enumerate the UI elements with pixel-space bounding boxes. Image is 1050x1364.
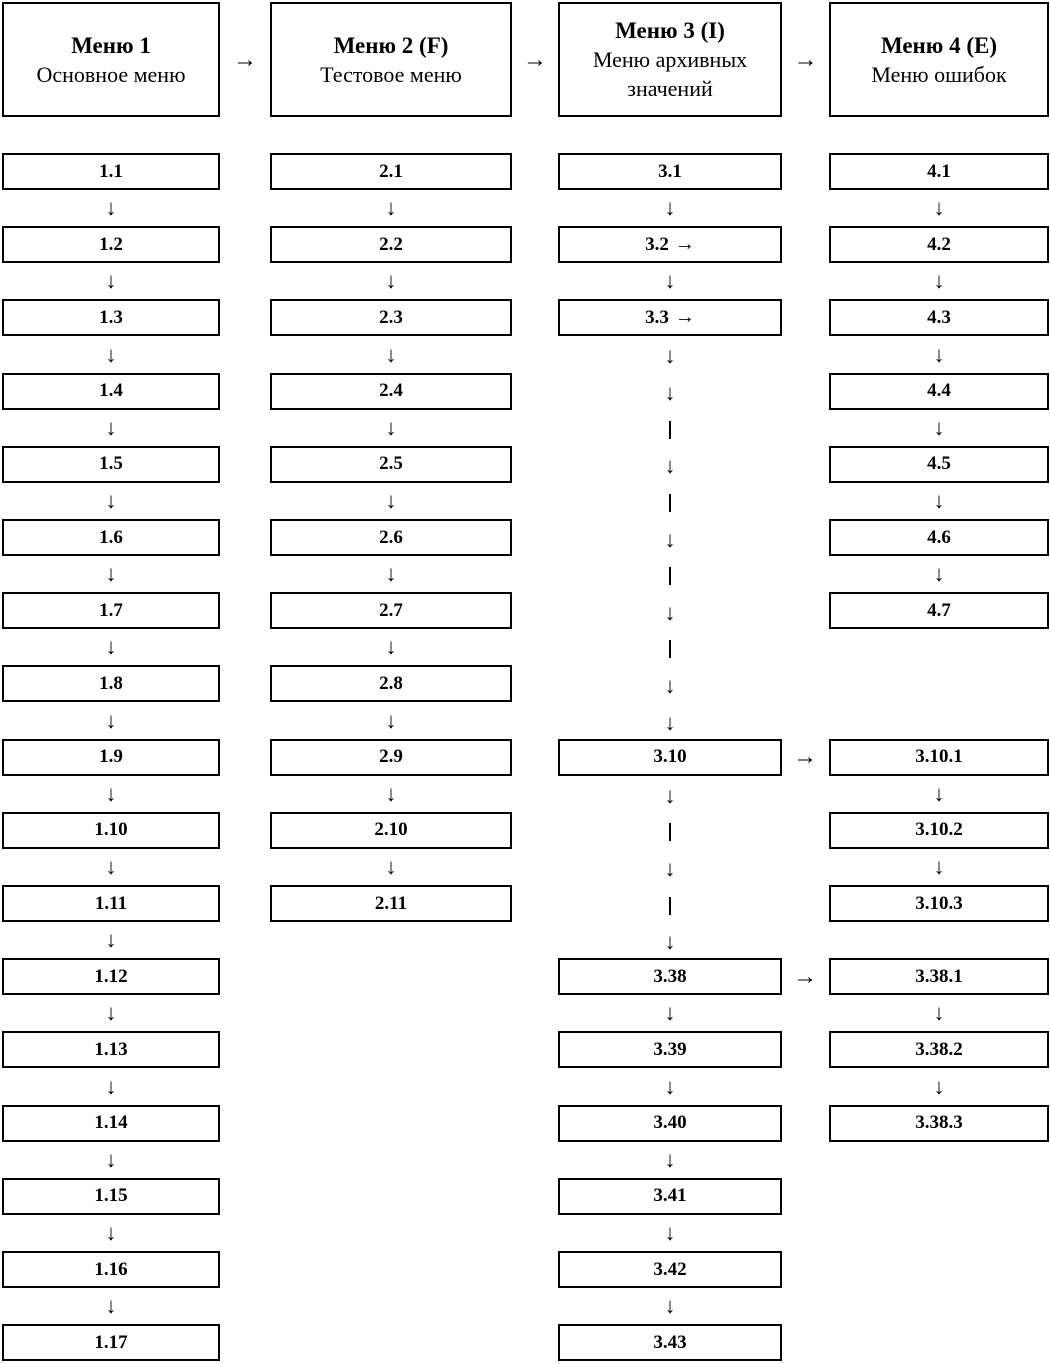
menu-item-3-10[interactable] (558, 739, 782, 776)
right-arrow-icon: → (793, 47, 818, 73)
menu-item-1-9[interactable] (2, 739, 220, 776)
down-arrow-icon: ↓ (105, 927, 117, 953)
menu-header-subtitle: значений (627, 76, 713, 101)
menu-item-1-10-label: 1.10 (94, 819, 128, 841)
menu-item-2-10[interactable] (270, 812, 512, 849)
down-arrow-icon: ↓ (105, 414, 117, 440)
down-arrow-icon: ↓ (664, 855, 676, 881)
menu-item-3-10-1-label: 3.10.1 (915, 746, 963, 768)
menu-item-2-6[interactable] (270, 519, 512, 556)
menu-item-2-2-label: 2.2 (379, 233, 403, 255)
down-arrow-icon: ↓ (105, 195, 117, 221)
menu-header-subtitle: Меню ошибок (871, 61, 1007, 87)
menu-item-2-2[interactable] (270, 226, 512, 263)
connector-line (669, 421, 671, 439)
right-arrow-icon: → (523, 47, 547, 73)
menu-item-1-2[interactable] (2, 226, 220, 263)
menu-item-3-38[interactable] (558, 958, 782, 995)
menu-item-1-11[interactable] (2, 885, 220, 922)
down-arrow-icon: ↓ (933, 1073, 945, 1099)
menu-item-1-12[interactable] (2, 958, 220, 995)
menu-item-2-3[interactable] (270, 299, 512, 336)
right-arrow-icon: → (793, 963, 817, 990)
connector-line (669, 494, 671, 512)
down-arrow-icon: ↓ (385, 341, 397, 367)
down-arrow-icon: ↓ (933, 414, 945, 440)
menu-header-subtitle: Основное меню (36, 61, 186, 87)
menu-item-3-38-1[interactable] (829, 958, 1049, 995)
down-arrow-icon: ↓ (105, 561, 117, 587)
menu-item-1-9-label: 1.9 (99, 746, 123, 768)
down-arrow-icon: ↓ (664, 380, 676, 406)
down-arrow-icon: ↓ (105, 853, 117, 879)
down-arrow-icon: ↓ (664, 1293, 676, 1319)
menu-item-2-8[interactable] (270, 665, 512, 702)
menu-item-3-38-3[interactable] (829, 1105, 1049, 1142)
menu-item-1-11-label: 1.11 (94, 892, 128, 914)
menu-item-3-42[interactable] (558, 1251, 782, 1288)
menu-header-subtitle: Меню архивных (592, 47, 748, 72)
down-arrow-icon: ↓ (933, 780, 945, 806)
menu-item-2-4[interactable] (270, 373, 512, 410)
down-arrow-icon: ↓ (105, 487, 117, 513)
right-arrow-icon: → (674, 233, 695, 256)
menu-item-4-5[interactable] (829, 446, 1049, 483)
menu-item-1-4-label: 1.4 (99, 380, 123, 402)
menu-item-2-10-label: 2.10 (374, 819, 408, 841)
down-arrow-icon: ↓ (385, 707, 397, 733)
connector-line (669, 897, 671, 915)
down-arrow-icon: ↓ (385, 195, 397, 221)
down-arrow-icon: ↓ (664, 782, 676, 808)
menu-item-3-38-2[interactable] (829, 1031, 1049, 1068)
menu-item-3-39-label: 3.39 (653, 1038, 687, 1060)
menu-item-3-43-label: 3.43 (653, 1331, 687, 1353)
down-arrow-icon: ↓ (933, 268, 945, 294)
menu-item-1-8[interactable] (2, 665, 220, 702)
down-arrow-icon: ↓ (385, 780, 397, 806)
menu-item-2-5-label: 2.5 (379, 453, 403, 475)
menu-item-2-1-label: 2.1 (379, 160, 403, 182)
menu-header-1 (2, 2, 220, 117)
connector-line (669, 823, 671, 841)
menu-item-4-4[interactable] (829, 373, 1049, 410)
menu-item-2-4-label: 2.4 (379, 380, 403, 402)
down-arrow-icon: ↓ (105, 1000, 117, 1026)
down-arrow-icon: ↓ (664, 526, 676, 552)
menu-item-1-2-label: 1.2 (99, 233, 123, 255)
down-arrow-icon: ↓ (105, 780, 117, 806)
down-arrow-icon: ↓ (385, 561, 397, 587)
menu-item-3-38-1-label: 3.38.1 (915, 965, 963, 987)
menu-item-3-10-3[interactable] (829, 885, 1049, 922)
menu-item-2-9-label: 2.9 (379, 746, 403, 768)
menu-item-1-10[interactable] (2, 812, 220, 849)
menu-item-1-17[interactable] (2, 1324, 220, 1361)
menu-item-3-10-label: 3.10 (653, 746, 687, 768)
menu-item-2-5[interactable] (270, 446, 512, 483)
down-arrow-icon: ↓ (664, 195, 676, 221)
down-arrow-icon: ↓ (664, 1219, 676, 1245)
menu-item-4-1-label: 4.1 (927, 160, 951, 182)
menu-item-1-15-label: 1.15 (94, 1185, 128, 1207)
menu-item-3-3[interactable] (558, 299, 782, 336)
menu-item-1-6[interactable] (2, 519, 220, 556)
down-arrow-icon: ↓ (664, 599, 676, 625)
menu-header-2 (270, 2, 512, 117)
down-arrow-icon: ↓ (664, 268, 676, 294)
menu-item-3-39[interactable] (558, 1031, 782, 1068)
down-arrow-icon: ↓ (105, 1073, 117, 1099)
down-arrow-icon: ↓ (385, 634, 397, 660)
menu-item-1-6-label: 1.6 (99, 526, 123, 548)
menu-item-3-1[interactable] (558, 153, 782, 190)
menu-item-2-11-label: 2.11 (374, 892, 408, 914)
menu-header-title: Меню 1 (71, 32, 151, 58)
menu-item-4-4-label: 4.4 (927, 380, 951, 402)
down-arrow-icon: ↓ (933, 195, 945, 221)
down-arrow-icon: ↓ (105, 1293, 117, 1319)
menu-header-subtitle: Тестовое меню (320, 61, 462, 87)
menu-item-3-10-2[interactable] (829, 812, 1049, 849)
menu-item-3-3-label: 3.3 (645, 306, 669, 328)
menu-item-1-5[interactable] (2, 446, 220, 483)
down-arrow-icon: ↓ (105, 1219, 117, 1245)
down-arrow-icon: ↓ (664, 453, 676, 479)
down-arrow-icon: ↓ (385, 853, 397, 879)
menu-item-4-2-label: 4.2 (927, 233, 951, 255)
connector-line (669, 567, 671, 585)
menu-item-4-3-label: 4.3 (927, 306, 951, 328)
menu-item-2-7[interactable] (270, 592, 512, 629)
down-arrow-icon: ↓ (664, 1000, 676, 1026)
menu-item-1-14-label: 1.14 (94, 1112, 128, 1134)
menu-item-3-38-2-label: 3.38.2 (915, 1038, 963, 1060)
down-arrow-icon: ↓ (664, 343, 676, 369)
menu-item-1-16[interactable] (2, 1251, 220, 1288)
down-arrow-icon: ↓ (664, 1146, 676, 1172)
menu-item-1-12-label: 1.12 (94, 965, 128, 987)
down-arrow-icon: ↓ (385, 268, 397, 294)
menu-item-1-13-label: 1.13 (94, 1038, 128, 1060)
menu-item-4-7-label: 4.7 (927, 599, 951, 621)
menu-item-3-40-label: 3.40 (653, 1112, 687, 1134)
menu-item-1-14[interactable] (2, 1105, 220, 1142)
menu-item-4-1[interactable] (829, 153, 1049, 190)
menu-item-3-38-label: 3.38 (653, 965, 687, 987)
menu-item-1-7[interactable] (2, 592, 220, 629)
menu-item-3-10-3-label: 3.10.3 (915, 892, 963, 914)
down-arrow-icon: ↓ (664, 672, 676, 698)
down-arrow-icon: ↓ (664, 709, 676, 735)
menu-item-2-7-label: 2.7 (379, 599, 403, 621)
right-arrow-icon: → (233, 47, 257, 73)
down-arrow-icon: ↓ (933, 1000, 945, 1026)
menu-item-3-10-2-label: 3.10.2 (915, 819, 963, 841)
down-arrow-icon: ↓ (664, 929, 676, 955)
menu-item-1-7-label: 1.7 (99, 599, 123, 621)
menu-item-1-17-label: 1.17 (94, 1331, 128, 1353)
menu-item-3-2-label: 3.2 (645, 233, 669, 255)
menu-item-3-2[interactable] (558, 226, 782, 263)
menu-item-1-5-label: 1.5 (99, 453, 123, 475)
down-arrow-icon: ↓ (933, 853, 945, 879)
down-arrow-icon: ↓ (933, 341, 945, 367)
menu-header-title: Меню 2 (F) (333, 32, 449, 58)
right-arrow-icon: → (674, 306, 695, 329)
menu-item-4-6[interactable] (829, 519, 1049, 556)
menu-item-2-11[interactable] (270, 885, 512, 922)
menu-item-1-1-label: 1.1 (99, 160, 123, 182)
menu-item-3-41-label: 3.41 (653, 1185, 687, 1207)
menu-header-4 (829, 2, 1049, 117)
menu-item-2-8-label: 2.8 (379, 672, 403, 694)
menu-item-2-3-label: 2.3 (379, 306, 403, 328)
menu-header-3 (558, 2, 782, 117)
menu-item-1-8-label: 1.8 (99, 672, 123, 694)
menu-item-1-4[interactable] (2, 373, 220, 410)
down-arrow-icon: ↓ (105, 268, 117, 294)
down-arrow-icon: ↓ (933, 487, 945, 513)
menu-item-4-3[interactable] (829, 299, 1049, 336)
down-arrow-icon: ↓ (933, 561, 945, 587)
down-arrow-icon: ↓ (385, 487, 397, 513)
down-arrow-icon: ↓ (105, 707, 117, 733)
down-arrow-icon: ↓ (105, 634, 117, 660)
menu-item-2-9[interactable] (270, 739, 512, 776)
right-arrow-icon: → (793, 744, 817, 771)
connector-line (669, 640, 671, 658)
menu-item-4-6-label: 4.6 (927, 526, 951, 548)
menu-item-2-6-label: 2.6 (379, 526, 403, 548)
menu-item-3-10-1[interactable] (829, 739, 1049, 776)
menu-header-title: Меню 3 (I) (615, 18, 725, 43)
menu-item-1-3-label: 1.3 (99, 306, 123, 328)
down-arrow-icon: ↓ (664, 1073, 676, 1099)
menu-header-title: Меню 4 (E) (880, 32, 998, 58)
menu-item-4-7[interactable] (829, 592, 1049, 629)
down-arrow-icon: ↓ (105, 341, 117, 367)
menu-item-3-1-label: 3.1 (658, 160, 682, 182)
menu-item-4-2[interactable] (829, 226, 1049, 263)
menu-item-1-1[interactable] (2, 153, 220, 190)
menu-item-1-15[interactable] (2, 1178, 220, 1215)
menu-item-3-43[interactable] (558, 1324, 782, 1361)
menu-item-1-3[interactable] (2, 299, 220, 336)
down-arrow-icon: ↓ (105, 1146, 117, 1172)
down-arrow-icon: ↓ (385, 414, 397, 440)
menu-item-2-1[interactable] (270, 153, 512, 190)
menu-item-1-13[interactable] (2, 1031, 220, 1068)
menu-item-3-42-label: 3.42 (653, 1258, 687, 1280)
menu-item-1-16-label: 1.16 (94, 1258, 128, 1280)
menu-item-4-5-label: 4.5 (927, 453, 951, 475)
menu-item-3-41[interactable] (558, 1178, 782, 1215)
menu-item-3-40[interactable] (558, 1105, 782, 1142)
menu-item-3-38-3-label: 3.38.3 (915, 1112, 963, 1134)
